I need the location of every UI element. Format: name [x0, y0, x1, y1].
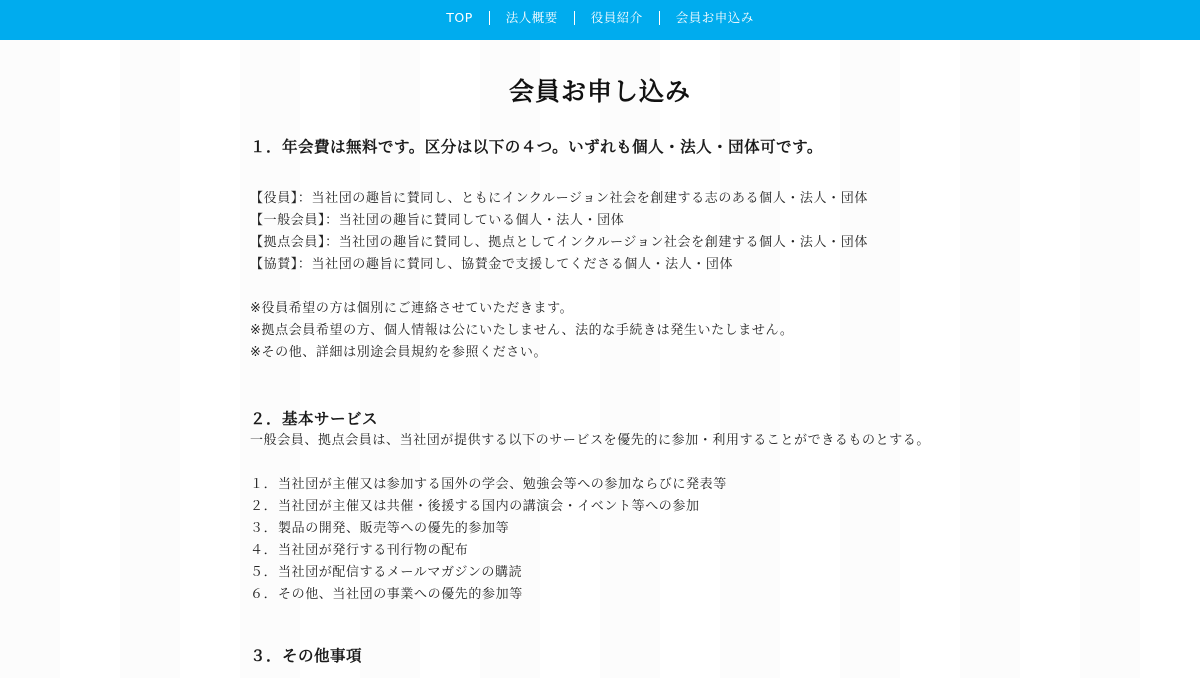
category-base-member: 【拠点会員】：当社団の趣旨に賛同し、拠点としてインクルージョン社会を創建する個人・法人・団体 — [250, 235, 868, 250]
note-officer: ※役員希望の方は個別にご連絡させていただきます。 — [250, 301, 574, 316]
membership-category-list — [250, 188, 970, 276]
section-heading-basic-services: ２．基本サービス — [250, 410, 379, 428]
main-content — [250, 40, 970, 667]
service-item — [250, 496, 970, 518]
page-title: 会員お申し込み — [508, 77, 691, 106]
category-sponsor: 【協賛】：当社団の趣旨に賛同し、協賛金で支援してくださる個人・法人・団体 — [250, 257, 734, 272]
service-item — [250, 474, 970, 496]
category-general-member: 【一般会員】：当社団の趣旨に賛同している個人・法人・団体 — [250, 213, 625, 228]
services-list — [250, 474, 970, 606]
service-item — [250, 562, 970, 584]
service-item-number: ４． — [250, 543, 278, 558]
service-item-number: ５． — [250, 565, 278, 580]
service-item-text: 当社団が発行する刊行物の配布 — [278, 543, 469, 558]
section-heading-annual-fee: １．年会費は無料です。区分は以下の４つ。いずれも個人・法人・団体可です。 — [250, 138, 823, 156]
top-navigation-bar — [0, 0, 1200, 40]
note-other: ※その他、詳細は別途会員規約を参照ください。 — [250, 345, 548, 360]
service-item-number: ６． — [250, 587, 278, 602]
section-heading-other-matters: ３．その他事項 — [250, 647, 363, 665]
nav-item-membership-application[interactable]: 会員お申込み — [659, 11, 770, 25]
service-item-text: 当社団が配信するメールマガジンの購読 — [278, 565, 523, 580]
note-base-member: ※拠点会員希望の方、個人情報は公にいたしません、法的な手続きは発生いたしません。 — [250, 323, 794, 338]
service-item-text: 当社団が主催又は共催・後援する国内の講演会・イベント等への参加 — [278, 499, 700, 514]
category-officer: 【役員】：当社団の趣旨に賛同し、ともにインクルージョン社会を創建する志のある個人・法人・団体 — [250, 191, 868, 206]
service-item — [250, 584, 970, 606]
service-item-text: その他、当社団の事業への優先的参加等 — [278, 587, 523, 602]
service-item — [250, 518, 970, 540]
basic-services-intro: 一般会員、拠点会員は、当社団が提供する以下のサービスを優先的に参加・利用することができるものとする。 — [250, 433, 931, 448]
service-item-text: 製品の開発、販売等への優先的参加等 — [278, 521, 510, 536]
service-item-number: ３． — [250, 521, 278, 536]
service-item-number: １． — [250, 477, 278, 492]
nav-menu — [430, 0, 770, 36]
service-item-number: ２． — [250, 499, 278, 514]
notes-list — [250, 298, 970, 364]
service-item — [250, 540, 970, 562]
nav-item-top[interactable]: TOP — [446, 10, 473, 25]
nav-item-officers[interactable]: 役員紹介 — [574, 11, 659, 25]
nav-item-corporate-overview[interactable]: 法人概要 — [489, 11, 574, 25]
service-item-text: 当社団が主催又は参加する国外の学会、勉強会等への参加ならびに発表等 — [278, 477, 727, 492]
